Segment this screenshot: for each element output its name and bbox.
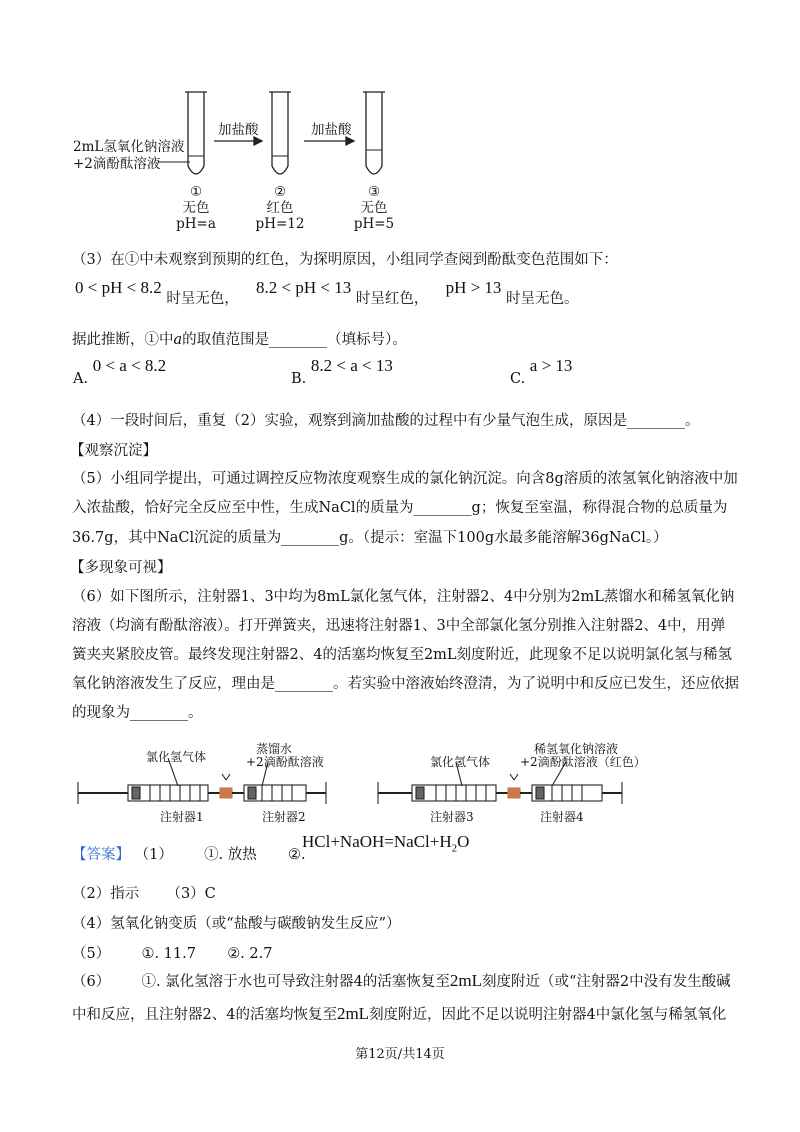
answer-3: （3）C [166, 886, 216, 902]
label-hcl-left: 氯化氢气体 [146, 750, 207, 764]
answer-1-part-1: ①. 放热 [204, 847, 257, 863]
tube-3-num: ③ [367, 184, 381, 200]
answer-6-l1a: ①. 氯化氢溶于水也可导致注射器4的活塞恢复至 [141, 974, 450, 990]
syringe-4 [520, 782, 622, 804]
tube-1-ph: pH=a [176, 216, 216, 232]
answer-6-line-2 [72, 1003, 726, 1024]
q3-text: （3）在①中未观察到预期的红色，为探明原因，小组同学查阅到酚酞变色范围如下： [72, 252, 618, 268]
q3-option-b-letter: B. [291, 371, 307, 387]
syringe-drawing [0, 730, 800, 830]
tube-3-color: 无色 [360, 200, 388, 216]
syringe-2-name: 注射器2 [262, 810, 306, 824]
q3-range-3-suffix: 时呈无色。 [506, 291, 579, 307]
answer-1-equation [302, 832, 469, 854]
tube-left-label-2: +2滴酚酞溶液 [73, 156, 161, 172]
clamp-1 [220, 774, 232, 798]
label-water-2: +2滴酚酞溶液 [246, 755, 324, 769]
q3-ranges [75, 277, 579, 307]
answer-1-pre: （1） [134, 847, 173, 863]
q3-option-c-letter: C. [510, 371, 526, 387]
q3-range-1: 0 < pH < 8.2 [75, 278, 162, 297]
syringe-4-name: 注射器4 [540, 810, 584, 824]
q3-option-a-math: 0 < a < 8.2 [92, 356, 167, 375]
answer-5-part-2: ②. 2.7 [227, 946, 273, 962]
label-naoh-1: 稀氢氧化钠溶液 [534, 742, 619, 756]
q6-line-5: 的现象为________。 [72, 705, 203, 721]
arrow-1 [214, 137, 262, 145]
test-tube-drawing [0, 0, 800, 240]
tube-1-num: ① [189, 184, 203, 200]
q3-range-3: pH > 13 [445, 278, 502, 297]
answer-line-1 [72, 843, 306, 864]
answer-6-l2a: 中和反应，且注射器2、4的活塞均恢复至 [72, 1007, 337, 1023]
label-water-1: 蒸馏水 [256, 742, 293, 756]
tube-2-color: 红色 [266, 200, 294, 216]
answer-tag: 【答案】 [72, 847, 130, 863]
q3-infer [72, 328, 407, 349]
answer-6-pre: （6） [72, 974, 111, 990]
answer-6-l1b: 刻度附近（或“注射器2中没有发生酸碱 [482, 974, 731, 990]
q3-infer-post: 的取值范围是________（填标号）。 [182, 332, 407, 348]
answer-5-part-1: ①. 11.7 [141, 946, 196, 962]
syringe-3 [378, 782, 508, 804]
q5-line-1: （5）小组同学提出，可通过调控反应物浓度观察生成的氯化钠沉淀。向含8g溶质的浓氢氧化钠溶液中加 [72, 471, 738, 487]
q3-option-c-math: a > 13 [529, 356, 573, 375]
q3-infer-pre: 据此推断，①中 [72, 332, 174, 348]
section-multi-phenomena: 【多现象可视】 [70, 560, 172, 576]
arrow-1-label: 加盐酸 [218, 122, 259, 138]
q3-range-2-suffix: 时呈红色， [355, 291, 429, 307]
test-tube-3 [363, 92, 385, 174]
q3-option-a [73, 356, 167, 387]
answer-6-line-1 [72, 970, 731, 991]
arrow-2 [304, 137, 354, 145]
q3-option-a-letter: A. [73, 371, 89, 387]
answer-2-3 [72, 882, 216, 903]
equation-end: O [457, 832, 470, 851]
answer-5-pre: （5） [72, 946, 111, 962]
syringe-1 [78, 782, 220, 804]
q5-line-3: 36.7g，其中NaCl沉淀的质量为________g。（提示：室温下100g水最多能溶解36gNaCl。） [72, 530, 668, 546]
q3-range-2: 8.2 < pH < 13 [256, 278, 352, 297]
tube-1-caption [170, 184, 222, 232]
answer-5 [72, 942, 272, 963]
equation-sub: 2 [451, 842, 458, 855]
clamp-2 [508, 774, 520, 798]
equation-main: HCl+NaOH=NaCl+H [302, 832, 452, 851]
q6-line-1: （6）如下图所示，注射器1、3中均为8mL氯化氢气体，注射器2、4中分别为2mL蒸馏水和稀氢氧化钠 [72, 589, 735, 605]
q5-line-2: 入浓盐酸，恰好完全反应至中性，生成NaCl的质量为________g；恢复至室温，称得混合物的总质量为 [72, 500, 728, 516]
q4-text: （4）一段时间后，重复（2）实验，观察到滴加盐酸的过程中有少量气泡生成，原因是________。 [72, 413, 700, 429]
answer-2: （2）指示 [72, 886, 140, 902]
syringe-2 [232, 782, 326, 804]
q3-option-b-math: 8.2 < a < 13 [310, 356, 393, 375]
answer-6-l2m: 2mL [336, 1004, 370, 1023]
section-observe-precipitate: 【观察沉淀】 [70, 443, 157, 459]
answer-4: （4）氢氧化钠变质（或“盐酸与碳酸钠发生反应”） [72, 916, 401, 932]
tube-2-num: ② [273, 184, 287, 200]
arrow-2-label: 加盐酸 [311, 122, 352, 138]
q6-line-4: 氧化钠溶液发生了反应，理由是________。若实验中溶液始终澄清，为了说明中和反应已发生，还应依据 [72, 676, 739, 692]
label-naoh-2: +2滴酚酞溶液（红色） [520, 755, 646, 769]
tube-left-label-1: 2mL氢氧化钠溶液 [73, 139, 185, 155]
q3-range-1-suffix: 时呈无色， [166, 291, 239, 307]
test-tube-2 [269, 92, 291, 174]
label-hcl-right: 氯化氢气体 [430, 755, 491, 769]
q6-line-3: 簧夹夹紧胶皮管。最终发现注射器2、4的活塞均恢复至2mL刻度附近，此现象不足以说明氯化氢与稀氢 [72, 647, 733, 663]
tube-1-color: 无色 [182, 200, 210, 216]
syringe-1-name: 注射器1 [160, 810, 204, 824]
tube-3-ph: pH=5 [353, 216, 395, 232]
answer-6-l1m: 2mL [449, 971, 483, 990]
tube-2-ph: pH=12 [255, 216, 305, 232]
tube-2-caption [254, 184, 306, 232]
page-footer: 第12页/共14页 [355, 1047, 445, 1062]
syringe-3-name: 注射器3 [430, 810, 474, 824]
answer-1-part-2: ②. [288, 847, 306, 863]
q3-infer-var: a [173, 332, 183, 348]
q3-option-b [291, 356, 393, 387]
q6-line-2: 溶液（均滴有酚酞溶液）。打开弹簧夹，迅速将注射器1、3中全部氯化氢分别推入注射器2、4中，用弹 [72, 618, 726, 634]
q3-option-c [510, 356, 573, 387]
answer-6-l2b: 刻度附近，因此不足以说明注射器4中氯化氢与稀氢氧化 [369, 1007, 727, 1023]
tube-3-caption [348, 184, 400, 232]
